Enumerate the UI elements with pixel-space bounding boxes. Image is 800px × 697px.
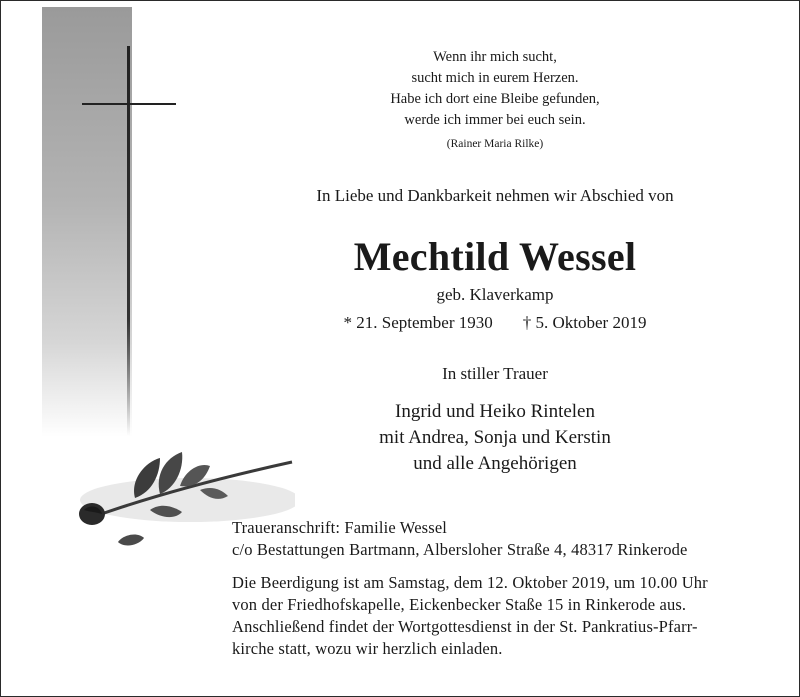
address-line: Traueranschrift: Familie Wessel [232,518,448,537]
deceased-name: Mechtild Wessel [353,234,637,279]
birth-date: * 21. September 1930 [343,313,493,332]
funeral-line: Anschließend findet der Wortgottesdienst in der St. Pankratius-Pfarr- [232,617,698,636]
funeral-line: von der Friedhofskapelle, Eickenbecker Staße 15 in Rinkerode aus. [232,595,687,614]
intro-text: In Liebe und Dankbarkeit nehmen wir Abschied von [316,186,674,205]
poem [230,47,760,155]
birth-name: geb. Klaverkamp [436,285,554,304]
family-line: mit Andrea, Sonja und Kerstin [379,427,611,448]
family-list [230,399,760,477]
address-line: c/o Bestattungen Bartmann, Albersloher Straße 4, 48317 Rinkerode [232,540,688,559]
funeral-notice [232,572,772,660]
poem-line: Wenn ihr mich sucht, [433,49,557,65]
gray-band-decoration [42,7,132,437]
funeral-line: Die Beerdigung ist am Samstag, dem 12. Oktober 2019, um 10.00 Uhr [232,573,708,592]
mourning-label: In stiller Trauer [442,364,548,383]
poem-author: (Rainer Maria Rilke) [446,138,544,150]
family-line: Ingrid und Heiko Rintelen [395,401,595,422]
mourning-address [232,517,772,561]
death-date: † 5. Oktober 2019 [522,313,647,332]
cross-icon-crossbar [82,103,176,105]
funeral-line: kirche statt, wozu wir herzlich einladen. [232,639,503,658]
poem-line: werde ich immer bei euch sein. [404,112,586,128]
poem-line: Habe ich dort eine Bleibe gefunden, [390,91,600,107]
life-dates [230,313,760,333]
family-line: und alle Angehörigen [413,453,577,474]
poem-line: sucht mich in eurem Herzen. [411,70,579,86]
